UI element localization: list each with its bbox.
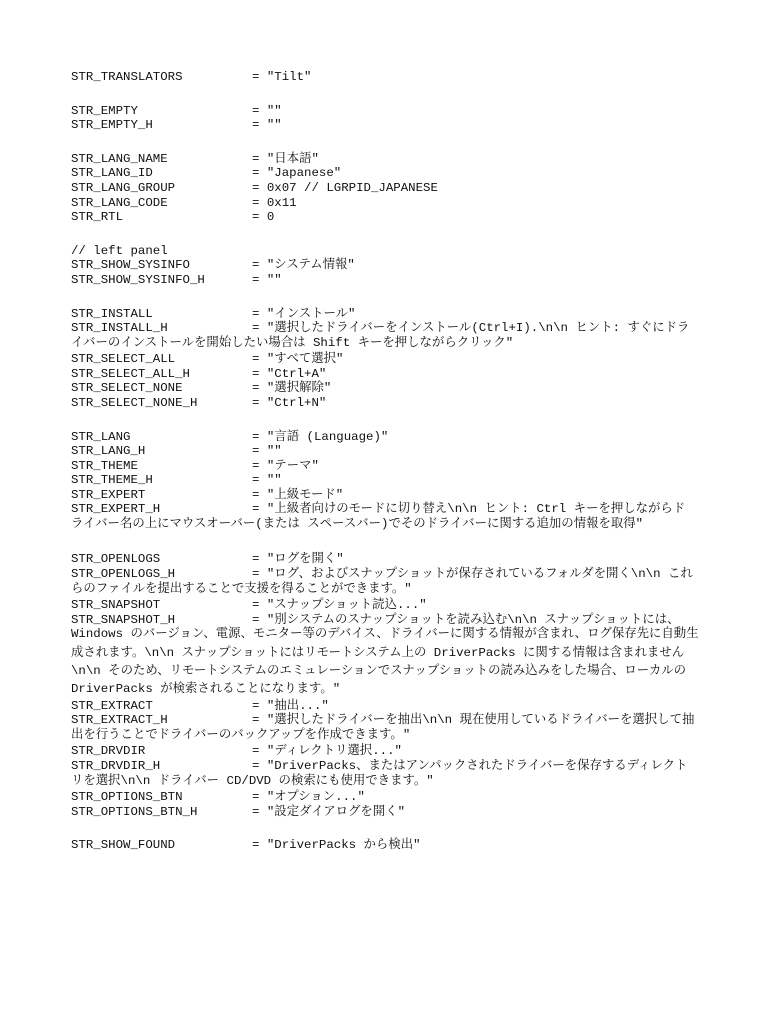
entry-value: = "日本語" — [252, 151, 319, 166]
entry-line — [71, 381, 701, 396]
entry-key: STR_OPENLOGS — [71, 552, 161, 567]
entry-value: = "Ctrl+A" — [252, 366, 327, 381]
entry-value-continuation: リを選択\n\n ドライバー CD/DVD の検索にも使用できます。" — [71, 773, 434, 788]
entry-line — [71, 196, 701, 211]
entry-line — [71, 166, 701, 181]
entry-line — [71, 473, 701, 488]
entry-key: STR_SELECT_NONE_H — [71, 395, 198, 410]
entry-key: STR_LANG_NAME — [71, 151, 168, 166]
entry-key: STR_TRANSLATORS — [71, 70, 183, 84]
block-spacer — [71, 133, 701, 152]
entry-key: STR_LANG_CODE — [71, 195, 168, 210]
entry-line — [71, 838, 701, 853]
block-spacer — [71, 411, 701, 430]
entry-value: = "ログ、およびスナップショットが保存されているフォルダを開く\n\n これ — [252, 567, 693, 582]
entry-key: STR_DRVDIR — [71, 744, 146, 759]
entry-key: STR_OPENLOGS_H — [71, 567, 176, 582]
entry-line — [71, 430, 701, 445]
entry-line — [71, 273, 701, 288]
entry-key: STR_EMPTY_H — [71, 118, 153, 133]
entry-line — [71, 396, 701, 411]
entry-value: = 0 — [252, 210, 275, 225]
entry-value-continuation: らのファイルを提出することで支援を得ることができます。" — [71, 581, 412, 596]
entry-value: = "オプション..." — [252, 790, 365, 805]
entry-line — [71, 367, 701, 382]
entry-value: = "上級モード" — [252, 487, 344, 502]
entry-value-continuation: Windows のバージョン、電源、モニター等のデバイス、ドライバーに関する情報が含まれ、ログ保存先に自動生成されます。\n\n スナップショットにはリモートシステム上の DriverPacks に関する情報は含まれません\n\n そのため、リモートシステムのエミュレーションでスナップショットの読み込みをした場合、ローカルの DriverPacks が検索されることになります。" — [71, 627, 699, 697]
comment-text: // left panel — [71, 243, 168, 258]
entry-key: STR_SELECT_ALL — [71, 352, 176, 367]
entry-line — [71, 181, 701, 196]
entry-value: = "Tilt" — [252, 70, 312, 84]
entry-line — [71, 805, 701, 820]
entry-value: = "上級者向けのモードに切り替え\n\n ヒント: Ctrl キーを押しながらド — [252, 502, 686, 517]
entry-line — [71, 699, 701, 714]
entry-value: = "Ctrl+N" — [252, 395, 327, 410]
entry-line — [71, 118, 701, 133]
entry-value: = "" — [252, 118, 282, 133]
entry-line — [71, 258, 701, 273]
block-spacer — [71, 225, 701, 244]
entry-value: = "すべて選択" — [252, 352, 344, 367]
entry-key: STR_SHOW_SYSINFO_H — [71, 272, 205, 287]
entry-line — [71, 104, 701, 119]
entry-value: = "" — [252, 103, 282, 118]
entry-key: STR_LANG_H — [71, 444, 146, 459]
entry-line — [71, 210, 701, 225]
entry-key: STR_SNAPSHOT_H — [71, 612, 176, 627]
entry-value-continuation: イバーのインストールを開始したい場合は Shift キーを押しながらクリック" — [71, 335, 514, 350]
block-spacer — [71, 819, 701, 838]
entry-key: STR_SELECT_NONE — [71, 381, 183, 396]
entry-key: STR_THEME — [71, 458, 138, 473]
entry-value: = "ディレクトリ選択..." — [252, 744, 402, 759]
entry-key: STR_EXPERT_H — [71, 502, 161, 517]
entry-value: = "テーマ" — [252, 458, 319, 473]
entry-value: = 0x11 — [252, 195, 297, 210]
entry-line — [71, 598, 701, 613]
entry-key: STR_LANG — [71, 429, 131, 444]
entry-value: = "" — [252, 444, 282, 459]
entry-value: = "別システムのスナップショットを読み込む\n\n スナップショットには、 — [252, 612, 680, 627]
entry-key: STR_OPTIONS_BTN_H — [71, 804, 198, 819]
entry-value: = "システム情報" — [252, 258, 355, 273]
entry-line — [71, 744, 701, 759]
entry-value: = "スナップショット読込..." — [252, 598, 427, 613]
entry-value: = "DriverPacks、またはアンパックされたドライバーを保存するディレクト — [252, 759, 688, 774]
entry-line — [71, 307, 701, 322]
entry-key: STR_INSTALL — [71, 306, 153, 321]
entry-line — [71, 459, 701, 474]
entry-key: STR_DRVDIR_H — [71, 759, 161, 774]
entry-value: = "ログを開く" — [252, 552, 344, 567]
entry-line — [71, 790, 701, 805]
entry-value: = "インストール" — [252, 306, 356, 321]
entry-line — [71, 552, 701, 567]
entry-value-continuation: ライバー名の上にマウスオーバー(または スペースバー)でそのドライバーに関する追加の情報を取得" — [71, 517, 644, 532]
entry-value: = "選択したドライバーをインストール(Ctrl+I).\n\n ヒント: すぐにドラ — [252, 321, 690, 336]
entry-value: = "Japanese" — [252, 166, 342, 181]
entry-key: STR_EXPERT — [71, 487, 146, 502]
entry-key: STR_RTL — [71, 210, 124, 225]
entry-value: = "" — [252, 272, 282, 287]
entry-key: STR_OPTIONS_BTN — [71, 790, 183, 805]
block-spacer — [71, 288, 701, 307]
entry-line — [71, 444, 701, 459]
entry-value-continuation: 出を行うことでドライバーのバックアップを作成できます。" — [71, 728, 411, 743]
block-spacer — [71, 533, 701, 552]
entry-key: STR_THEME_H — [71, 473, 153, 488]
entry-value: = "選択解除" — [252, 381, 332, 396]
entry-line — [71, 70, 701, 85]
entry-key: STR_SHOW_SYSINFO — [71, 258, 190, 273]
entry-value: = "抽出..." — [252, 698, 329, 713]
entry-key: STR_LANG_ID — [71, 166, 153, 181]
entry-value: = "選択したドライバーを抽出\n\n 現在使用しているドライバーを選択して抽 — [252, 713, 695, 728]
entry-line — [71, 152, 701, 167]
entry-key: STR_SELECT_ALL_H — [71, 366, 190, 381]
entry-key: STR_SHOW_FOUND — [71, 838, 176, 853]
entry-value: = "設定ダイアログを開く" — [252, 804, 406, 819]
entry-value: = 0x07 // LGRPID_JAPANESE — [252, 180, 438, 195]
entry-key: STR_SNAPSHOT — [71, 598, 161, 613]
entry-value: = "DriverPacks から検出" — [252, 838, 421, 853]
document-body — [71, 70, 701, 853]
entry-key: STR_LANG_GROUP — [71, 180, 176, 195]
entry-key: STR_EMPTY — [71, 103, 138, 118]
entry-line — [71, 352, 701, 367]
entry-key: STR_EXTRACT_H — [71, 713, 168, 728]
entry-key: STR_INSTALL_H — [71, 321, 168, 336]
block-spacer — [71, 85, 701, 104]
entry-key: STR_EXTRACT — [71, 698, 153, 713]
entry-value: = "言語 (Language)" — [252, 429, 389, 444]
entry-line — [71, 488, 701, 503]
comment-line — [71, 244, 701, 259]
entry-value: = "" — [252, 473, 282, 488]
